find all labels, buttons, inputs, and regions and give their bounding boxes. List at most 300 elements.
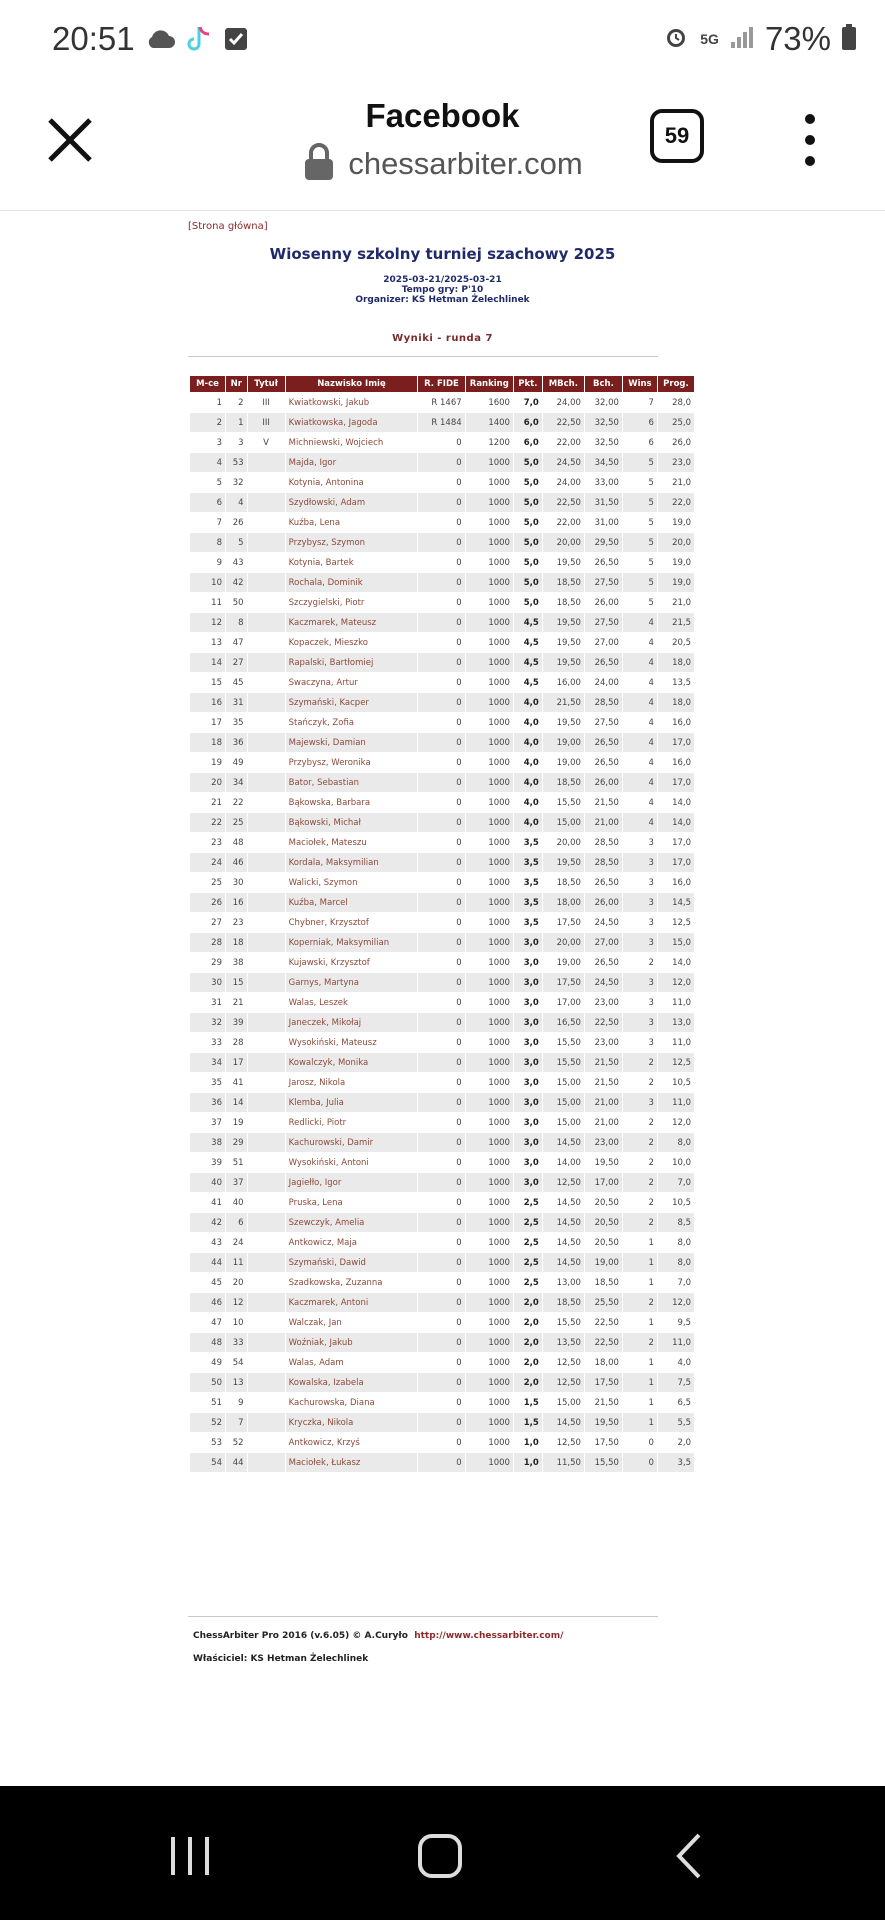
number-cell: 50 — [226, 593, 247, 612]
progress-cell: 8,0 — [658, 1253, 694, 1272]
progress-cell: 23,0 — [658, 453, 694, 472]
player-name[interactable]: Kotynia, Antonina — [286, 473, 418, 492]
table-row — [190, 1153, 694, 1172]
table-row — [190, 1233, 694, 1252]
buchholz-cell: 24,00 — [585, 673, 622, 692]
player-name[interactable]: Kaczmarek, Mateusz — [286, 613, 418, 632]
title-cell — [248, 1413, 285, 1432]
wins-cell: 5 — [623, 573, 657, 592]
title-cell: V — [248, 433, 285, 452]
player-name[interactable]: Kachurowski, Damir — [286, 1133, 418, 1152]
back-icon[interactable] — [665, 1831, 715, 1881]
progress-cell: 4,0 — [658, 1353, 694, 1372]
fide-rating-cell: 0 — [418, 1313, 464, 1332]
place-cell: 14 — [190, 653, 225, 672]
progress-cell: 2,0 — [658, 1433, 694, 1452]
title-cell — [248, 813, 285, 832]
points-cell: 4,5 — [514, 673, 542, 692]
points-cell: 4,0 — [514, 813, 542, 832]
player-name[interactable]: Chybner, Krzysztof — [286, 913, 418, 932]
progress-cell: 15,0 — [658, 933, 694, 952]
player-name[interactable]: Przybysz, Szymon — [286, 533, 418, 552]
place-cell: 49 — [190, 1353, 225, 1372]
place-cell: 29 — [190, 953, 225, 972]
median-buchholz-cell: 18,00 — [543, 893, 584, 912]
player-name[interactable]: Pruska, Lena — [286, 1193, 418, 1212]
median-buchholz-cell: 13,00 — [543, 1273, 584, 1292]
fide-rating-cell: 0 — [418, 513, 464, 532]
median-buchholz-cell: 18,50 — [543, 593, 584, 612]
buchholz-cell: 18,50 — [585, 1273, 622, 1292]
table-row — [190, 593, 694, 612]
table-row — [190, 1273, 694, 1292]
url-text: chessarbiter.com — [348, 146, 583, 181]
table-row — [190, 533, 694, 552]
title-cell — [248, 1213, 285, 1232]
fide-rating-cell: 0 — [418, 633, 464, 652]
table-row — [190, 733, 694, 752]
wins-cell: 1 — [623, 1393, 657, 1412]
fide-rating-cell: 0 — [418, 1053, 464, 1072]
median-buchholz-cell: 22,50 — [543, 493, 584, 512]
col-header: Nazwisko Imię — [286, 376, 418, 392]
place-cell: 7 — [190, 513, 225, 532]
median-buchholz-cell: 14,50 — [543, 1213, 584, 1232]
title-cell — [248, 653, 285, 672]
number-cell: 37 — [226, 1173, 247, 1192]
buchholz-cell: 18,00 — [585, 1353, 622, 1372]
player-name[interactable]: Walas, Adam — [286, 1353, 418, 1372]
ranking-cell: 1000 — [466, 1413, 513, 1432]
player-name[interactable]: Kowalczyk, Monika — [286, 1053, 418, 1072]
median-buchholz-cell: 15,50 — [543, 1033, 584, 1052]
player-name[interactable]: Bąkowski, Michał — [286, 813, 418, 832]
fide-rating-cell: 0 — [418, 1413, 464, 1432]
points-cell: 4,0 — [514, 753, 542, 772]
median-buchholz-cell: 15,00 — [543, 1113, 584, 1132]
buchholz-cell: 21,00 — [585, 1113, 622, 1132]
fide-rating-cell: 0 — [418, 933, 464, 952]
more-vert-icon[interactable] — [800, 113, 820, 169]
points-cell: 1,5 — [514, 1413, 542, 1432]
wins-cell: 4 — [623, 813, 657, 832]
fide-rating-cell: 0 — [418, 653, 464, 672]
median-buchholz-cell: 19,00 — [543, 753, 584, 772]
tabs-icon[interactable]: 59 — [650, 109, 704, 163]
progress-cell: 17,0 — [658, 853, 694, 872]
points-cell: 4,0 — [514, 713, 542, 732]
status-time: 20:51 — [52, 20, 135, 57]
buchholz-cell: 27,00 — [585, 933, 622, 952]
ranking-cell: 1000 — [466, 1453, 513, 1472]
fide-rating-cell: 0 — [418, 1333, 464, 1352]
player-name[interactable]: Kwiatkowski, Jakub — [286, 393, 418, 412]
number-cell: 2 — [226, 393, 247, 412]
player-name[interactable]: Walicki, Szymon — [286, 873, 418, 892]
table-row — [190, 1433, 694, 1452]
player-name[interactable]: Szewczyk, Amelia — [286, 1213, 418, 1232]
fide-rating-cell: 0 — [418, 1433, 464, 1452]
player-name[interactable]: Kordala, Maksymilian — [286, 853, 418, 872]
table-row — [190, 753, 694, 772]
table-row — [190, 493, 694, 512]
number-cell: 29 — [226, 1133, 247, 1152]
progress-cell: 14,5 — [658, 893, 694, 912]
number-cell: 12 — [226, 1293, 247, 1312]
number-cell: 3 — [226, 433, 247, 452]
table-header-row — [190, 376, 694, 392]
player-name[interactable]: Kwiatkowska, Jagoda — [286, 413, 418, 432]
points-cell: 5,0 — [514, 573, 542, 592]
number-cell: 45 — [226, 673, 247, 692]
wins-cell: 5 — [623, 533, 657, 552]
ranking-cell: 1000 — [466, 493, 513, 512]
fide-rating-cell: 0 — [418, 493, 464, 512]
player-name[interactable]: Antkowicz, Krzyś — [286, 1433, 418, 1452]
title-cell — [248, 1013, 285, 1032]
table-row — [190, 553, 694, 572]
player-name[interactable]: Kujawski, Krzysztof — [286, 953, 418, 972]
ranking-cell: 1000 — [466, 693, 513, 712]
progress-cell: 11,0 — [658, 1093, 694, 1112]
progress-cell: 21,0 — [658, 473, 694, 492]
ranking-cell: 1000 — [466, 513, 513, 532]
place-cell: 19 — [190, 753, 225, 772]
player-name[interactable]: Kopaczek, Mieszko — [286, 633, 418, 652]
points-cell: 2,0 — [514, 1353, 542, 1372]
wins-cell: 2 — [623, 1173, 657, 1192]
median-buchholz-cell: 19,50 — [543, 713, 584, 732]
table-row — [190, 1173, 694, 1192]
table-row — [190, 973, 694, 992]
progress-cell: 11,0 — [658, 1033, 694, 1052]
player-name[interactable]: Walczak, Jan — [286, 1313, 418, 1332]
place-cell: 51 — [190, 1393, 225, 1412]
median-buchholz-cell: 15,00 — [543, 1393, 584, 1412]
place-cell: 25 — [190, 873, 225, 892]
median-buchholz-cell: 12,50 — [543, 1373, 584, 1392]
buchholz-cell: 26,00 — [585, 773, 622, 792]
buchholz-cell: 26,00 — [585, 893, 622, 912]
title-cell — [248, 993, 285, 1012]
ranking-cell: 1000 — [466, 473, 513, 492]
wins-cell: 2 — [623, 1053, 657, 1072]
progress-cell: 17,0 — [658, 773, 694, 792]
title-cell — [248, 1033, 285, 1052]
ranking-cell: 1000 — [466, 833, 513, 852]
place-cell: 52 — [190, 1413, 225, 1432]
ranking-cell: 1000 — [466, 733, 513, 752]
player-name[interactable]: Szymański, Dawid — [286, 1253, 418, 1272]
wins-cell: 3 — [623, 873, 657, 892]
player-name[interactable]: Klemba, Julia — [286, 1093, 418, 1112]
number-cell: 27 — [226, 653, 247, 672]
title-cell — [248, 1253, 285, 1272]
home-icon[interactable] — [415, 1831, 465, 1881]
title-cell — [248, 513, 285, 532]
fide-rating-cell: 0 — [418, 793, 464, 812]
col-header: R. FIDE — [418, 376, 464, 392]
fide-rating-cell: 0 — [418, 913, 464, 932]
col-header: Bch. — [585, 376, 622, 392]
buchholz-cell: 21,00 — [585, 1093, 622, 1112]
place-cell: 44 — [190, 1253, 225, 1272]
place-cell: 35 — [190, 1073, 225, 1092]
number-cell: 46 — [226, 853, 247, 872]
points-cell: 4,0 — [514, 773, 542, 792]
ranking-cell: 1000 — [466, 1313, 513, 1332]
title-cell — [248, 1173, 285, 1192]
buchholz-cell: 17,50 — [585, 1433, 622, 1452]
table-row — [190, 1013, 694, 1032]
buchholz-cell: 23,00 — [585, 993, 622, 1012]
wins-cell: 3 — [623, 1093, 657, 1112]
title-cell — [248, 853, 285, 872]
wins-cell: 1 — [623, 1273, 657, 1292]
player-name[interactable]: Wysokiński, Antoni — [286, 1153, 418, 1172]
player-name[interactable]: Koperniak, Maksymilian — [286, 933, 418, 952]
table-row — [190, 1253, 694, 1272]
tournament-meta — [0, 275, 885, 305]
points-cell: 5,0 — [514, 553, 542, 572]
player-name[interactable]: Woźniak, Jakub — [286, 1333, 418, 1352]
ranking-cell: 1000 — [466, 853, 513, 872]
player-name[interactable]: Kowalska, Izabela — [286, 1373, 418, 1392]
wins-cell: 2 — [623, 1293, 657, 1312]
points-cell: 4,5 — [514, 633, 542, 652]
player-name[interactable]: Szymański, Kacper — [286, 693, 418, 712]
buchholz-cell: 23,00 — [585, 1133, 622, 1152]
fide-rating-cell: 0 — [418, 713, 464, 732]
points-cell: 6,0 — [514, 413, 542, 432]
ranking-cell: 1000 — [466, 913, 513, 932]
fide-rating-cell: 0 — [418, 1153, 464, 1172]
number-cell: 20 — [226, 1273, 247, 1292]
player-name[interactable]: Antkowicz, Maja — [286, 1233, 418, 1252]
ranking-cell: 1000 — [466, 533, 513, 552]
fide-rating-cell: 0 — [418, 533, 464, 552]
battery-icon — [841, 23, 857, 55]
wins-cell: 2 — [623, 953, 657, 972]
table-row — [190, 433, 694, 452]
player-name[interactable]: Stańczyk, Zofia — [286, 713, 418, 732]
progress-cell: 10,5 — [658, 1073, 694, 1092]
ranking-cell: 1000 — [466, 1373, 513, 1392]
player-name[interactable]: Kotynia, Bartek — [286, 553, 418, 572]
title-cell — [248, 1433, 285, 1452]
place-cell: 13 — [190, 633, 225, 652]
buchholz-cell: 20,50 — [585, 1193, 622, 1212]
player-name[interactable]: Redlicki, Piotr — [286, 1113, 418, 1132]
median-buchholz-cell: 24,00 — [543, 473, 584, 492]
table-row — [190, 1373, 694, 1392]
player-name[interactable]: Szadkowska, Zuzanna — [286, 1273, 418, 1292]
divider — [188, 356, 658, 357]
points-cell: 5,0 — [514, 453, 542, 472]
number-cell: 31 — [226, 693, 247, 712]
fide-rating-cell: 0 — [418, 733, 464, 752]
wins-cell: 4 — [623, 653, 657, 672]
place-cell: 32 — [190, 1013, 225, 1032]
ranking-cell: 1000 — [466, 953, 513, 972]
median-buchholz-cell: 14,50 — [543, 1133, 584, 1152]
player-name[interactable]: Majewski, Damian — [286, 733, 418, 752]
median-buchholz-cell: 16,00 — [543, 673, 584, 692]
buchholz-cell: 25,50 — [585, 1293, 622, 1312]
player-name[interactable]: Maciołek, Mateszu — [286, 833, 418, 852]
player-name[interactable]: Kuźba, Marcel — [286, 893, 418, 912]
progress-cell: 7,5 — [658, 1373, 694, 1392]
title-cell — [248, 1053, 285, 1072]
player-name[interactable]: Szczygielski, Piotr — [286, 593, 418, 612]
fide-rating-cell: 0 — [418, 773, 464, 792]
fide-rating-cell: 0 — [418, 1453, 464, 1472]
points-cell: 3,5 — [514, 913, 542, 932]
player-name[interactable]: Walas, Leszek — [286, 993, 418, 1012]
player-name[interactable]: Janeczek, Mikołaj — [286, 1013, 418, 1032]
buchholz-cell: 27,50 — [585, 613, 622, 632]
player-name[interactable]: Maciołek, Łukasz — [286, 1453, 418, 1472]
number-cell: 8 — [226, 613, 247, 632]
player-name[interactable]: Majda, Igor — [286, 453, 418, 472]
col-header: M-ce — [190, 376, 225, 392]
player-name[interactable]: Jagiełło, Igor — [286, 1173, 418, 1192]
progress-cell: 12,5 — [658, 1053, 694, 1072]
lock-icon — [302, 142, 336, 186]
ranking-cell: 1000 — [466, 773, 513, 792]
progress-cell: 16,0 — [658, 753, 694, 772]
progress-cell: 8,0 — [658, 1233, 694, 1252]
points-cell: 2,0 — [514, 1333, 542, 1352]
player-name[interactable]: Przybysz, Weronika — [286, 753, 418, 772]
table-row — [190, 873, 694, 892]
col-header: Ranking — [466, 376, 513, 392]
progress-cell: 5,5 — [658, 1413, 694, 1432]
buchholz-cell: 17,50 — [585, 1373, 622, 1392]
place-cell: 26 — [190, 893, 225, 912]
fide-rating-cell: 0 — [418, 833, 464, 852]
number-cell: 11 — [226, 1253, 247, 1272]
median-buchholz-cell: 15,50 — [543, 1053, 584, 1072]
progress-cell: 28,0 — [658, 393, 694, 412]
footer-link[interactable]: http://www.chessarbiter.com/ — [414, 1631, 564, 1641]
ranking-cell: 1400 — [466, 413, 513, 432]
player-name[interactable]: Kachurowska, Diana — [286, 1393, 418, 1412]
table-row — [190, 573, 694, 592]
number-cell: 41 — [226, 1073, 247, 1092]
place-cell: 47 — [190, 1313, 225, 1332]
fide-rating-cell: 0 — [418, 1093, 464, 1112]
progress-cell: 11,0 — [658, 993, 694, 1012]
ranking-cell: 1000 — [466, 593, 513, 612]
progress-cell: 18,0 — [658, 693, 694, 712]
player-name[interactable]: Kuźba, Lena — [286, 513, 418, 532]
player-name[interactable]: Szydłowski, Adam — [286, 493, 418, 512]
home-link[interactable]: [Strona główna] — [188, 221, 268, 232]
fide-rating-cell: 0 — [418, 1073, 464, 1092]
player-name[interactable]: Jarosz, Nikola — [286, 1073, 418, 1092]
wins-cell: 5 — [623, 553, 657, 572]
title-cell — [248, 793, 285, 812]
player-name[interactable]: Rochala, Dominik — [286, 573, 418, 592]
place-cell: 53 — [190, 1433, 225, 1452]
median-buchholz-cell: 19,00 — [543, 733, 584, 752]
title-cell — [248, 1373, 285, 1392]
number-cell: 53 — [226, 453, 247, 472]
buchholz-cell: 27,00 — [585, 633, 622, 652]
number-cell: 18 — [226, 933, 247, 952]
wins-cell: 5 — [623, 473, 657, 492]
place-cell: 23 — [190, 833, 225, 852]
player-name[interactable]: Rapalski, Bartłomiej — [286, 653, 418, 672]
buchholz-cell: 24,50 — [585, 913, 622, 932]
title-cell — [248, 593, 285, 612]
median-buchholz-cell: 15,00 — [543, 1093, 584, 1112]
player-name[interactable]: Wysokiński, Mateusz — [286, 1033, 418, 1052]
player-name[interactable]: Garnys, Martyna — [286, 973, 418, 992]
title-cell — [248, 753, 285, 772]
fide-rating-cell: 0 — [418, 893, 464, 912]
buchholz-cell: 22,50 — [585, 1313, 622, 1332]
player-name[interactable]: Bąkowska, Barbara — [286, 793, 418, 812]
points-cell: 3,0 — [514, 1073, 542, 1092]
median-buchholz-cell: 18,50 — [543, 573, 584, 592]
median-buchholz-cell: 21,50 — [543, 693, 584, 712]
progress-cell: 12,0 — [658, 973, 694, 992]
points-cell: 3,0 — [514, 1033, 542, 1052]
number-cell: 33 — [226, 1333, 247, 1352]
tiktok-icon — [185, 24, 213, 58]
points-cell: 3,0 — [514, 1153, 542, 1172]
ranking-cell: 1000 — [466, 553, 513, 572]
number-cell: 38 — [226, 953, 247, 972]
wins-cell: 3 — [623, 893, 657, 912]
progress-cell: 21,5 — [658, 613, 694, 632]
player-name[interactable]: Swaczyna, Artur — [286, 673, 418, 692]
points-cell: 3,0 — [514, 1053, 542, 1072]
fide-rating-cell: 0 — [418, 1373, 464, 1392]
player-name[interactable]: Kryczka, Nikola — [286, 1413, 418, 1432]
place-cell: 24 — [190, 853, 225, 872]
table-row — [190, 633, 694, 652]
ranking-cell: 1000 — [466, 1173, 513, 1192]
wins-cell: 2 — [623, 1213, 657, 1232]
url-bar[interactable] — [0, 142, 885, 186]
place-cell: 2 — [190, 413, 225, 432]
progress-cell: 10,0 — [658, 1153, 694, 1172]
points-cell: 3,0 — [514, 1133, 542, 1152]
divider — [188, 1616, 658, 1617]
player-name[interactable]: Kaczmarek, Antoni — [286, 1293, 418, 1312]
player-name[interactable]: Michniewski, Wojciech — [286, 433, 418, 452]
fide-rating-cell: 0 — [418, 973, 464, 992]
ranking-cell: 1000 — [466, 793, 513, 812]
player-name[interactable]: Bator, Sebastian — [286, 773, 418, 792]
median-buchholz-cell: 19,50 — [543, 853, 584, 872]
ranking-cell: 1000 — [466, 753, 513, 772]
title-cell — [248, 1233, 285, 1252]
fide-rating-cell: 0 — [418, 1233, 464, 1252]
ranking-cell: 1000 — [466, 973, 513, 992]
place-cell: 8 — [190, 533, 225, 552]
title-cell — [248, 1273, 285, 1292]
footer-software — [193, 1631, 563, 1641]
col-header: Tytuł — [248, 376, 285, 392]
points-cell: 4,0 — [514, 733, 542, 752]
buchholz-cell: 24,50 — [585, 973, 622, 992]
recents-icon[interactable] — [165, 1831, 215, 1881]
fide-rating-cell: 0 — [418, 693, 464, 712]
